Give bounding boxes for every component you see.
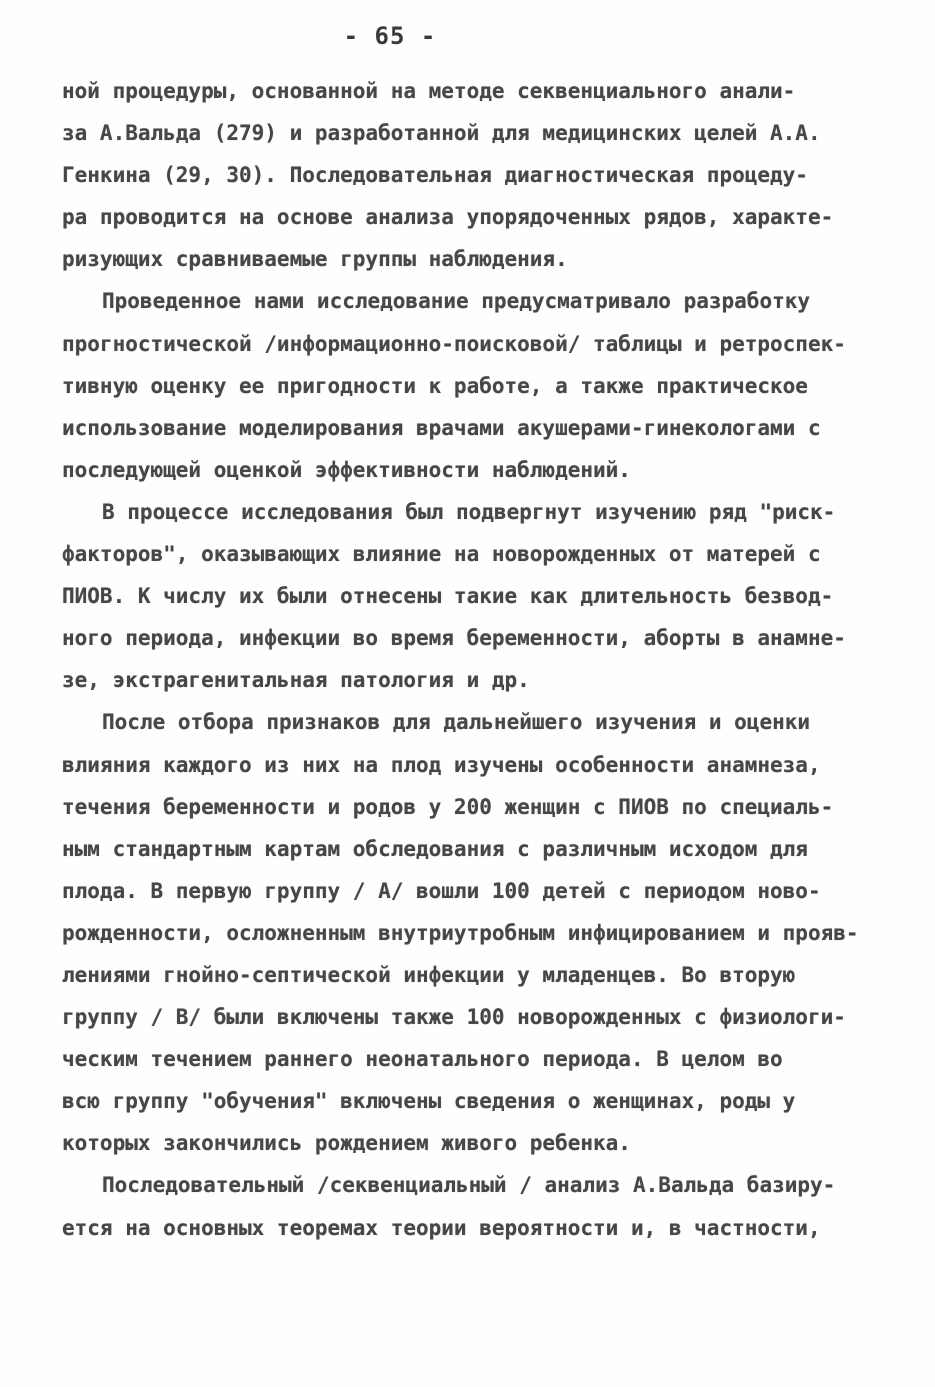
text-line: ной процедуры, основанной на методе секвенциального анали- [62, 79, 796, 103]
text-line: ра проводится на основе анализа упорядоченных рядов, характе- [62, 205, 834, 230]
paragraph-start-line: Проведенное нами исследование предусматривало разработку [102, 289, 811, 314]
text-line: факторов", оказывающих влияние на новорожденных от матерей с [62, 542, 821, 567]
text-line: ется на основных теоремах теории вероятности и, в частности, [62, 1215, 821, 1240]
text-line: последующей оценкой эффективности наблюдений. [62, 457, 631, 482]
body-text [62, 70, 874, 1249]
text-line: за А.Вальда (279) и разработанной для медицинских целей А.А. [62, 121, 821, 146]
text-line: ным стандартным картам обследования с различным исходом для [62, 836, 808, 861]
text-line: прогностической /информационно-поисковой/ таблицы и ретроспек- [62, 331, 846, 356]
text-line: Генкина (29, 30). Последовательная диагностическая процеду- [62, 163, 808, 188]
text-line: рожденности, осложненным внутриутробным инфицированием и прояв- [62, 920, 859, 945]
paragraph-start-line: В процессе исследования был подвергнут изучению ряд "риск- [102, 499, 836, 524]
text-line: влияния каждого из них на плод изучены особенности анамнеза, [62, 752, 821, 777]
page-number: - 65 - [343, 22, 437, 50]
text-line: плода. В первую группу / А/ вошли 100 детей с периодом ново- [62, 878, 821, 903]
text-line: которых закончились рождением живого ребенка. [62, 1131, 631, 1156]
text-line: зе, экстрагенитальная патология и др. [62, 668, 530, 693]
text-line: ПИОВ. К числу их были отнесены такие как длительность безвод- [62, 584, 834, 609]
paragraph-start-line: После отбора признаков для дальнейшего изучения и оценки [102, 710, 811, 735]
paragraph-start-line: Последовательный /секвенциальный / анализ А.Вальда базиру- [102, 1173, 836, 1198]
text-line: ризующих сравниваемые группы наблюдения. [62, 247, 568, 272]
text-line: ческим течением раннего неонатального периода. В целом во [62, 1047, 783, 1072]
text-line: группу / В/ были включены также 100 новорожденных с физиологи- [62, 1005, 846, 1030]
text-line: использование моделирования врачами акушерами-гинекологами с [62, 415, 821, 440]
text-line: ного периода, инфекции во время беременности, аборты в анамне- [62, 626, 846, 651]
text-line: лениями гнойно-септической инфекции у младенцев. Во вторую [62, 962, 796, 987]
text-line: течения беременности и родов у 200 женщин с ПИОВ по специаль- [62, 794, 834, 819]
text-line: тивную оценку ее пригодности к работе, а также практическое [62, 373, 808, 398]
text-line: всю группу "обучения" включены сведения о женщинах, роды у [62, 1089, 796, 1114]
